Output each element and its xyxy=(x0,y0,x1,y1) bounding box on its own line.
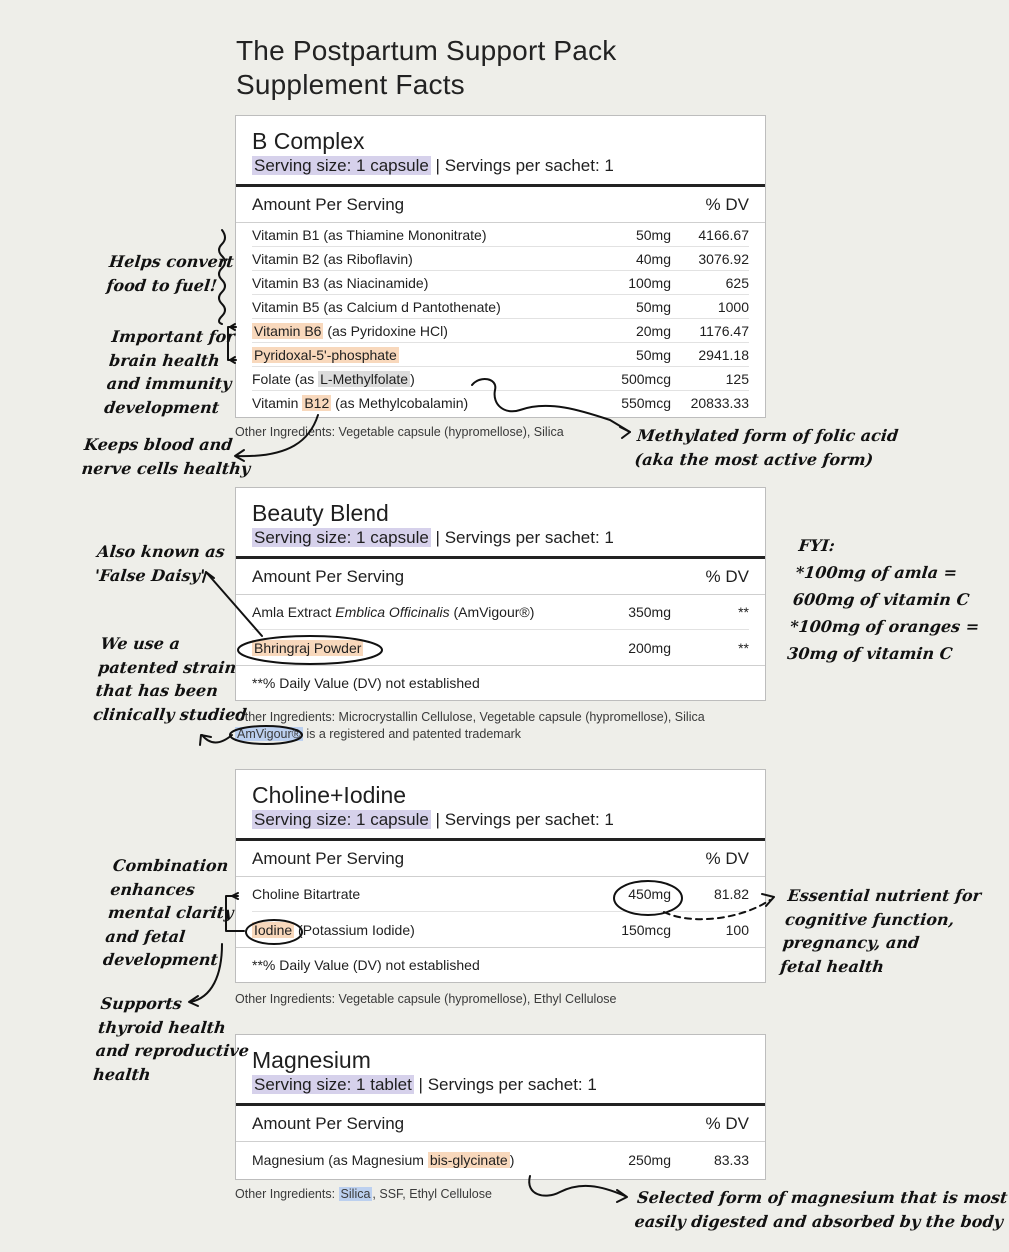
note-magnesium-form: Selected form of magnesium that is most easily digested and absorbed by the body xyxy=(633,1188,1009,1231)
note-essential: Essential nutrient for cognitive function, pregnancy, and fetal health xyxy=(779,886,983,976)
serving-info: Serving size: 1 tablet | Servings per sachet: 1 xyxy=(254,1075,597,1094)
nutrient-row: Vitamin B1 (as Thiamine Mononitrate) 50mg 4166.67 xyxy=(252,223,749,247)
note-thyroid: Supports thyroid health and reproductive health xyxy=(92,994,250,1084)
panel-title: B Complex xyxy=(252,128,365,154)
nutrient-row: Vitamin B3 (as Niacinamide) 100mg 625 xyxy=(252,271,749,295)
nutrient-row: Pyridoxal-5'-phosphate 50mg 2941.18 xyxy=(252,343,749,367)
note-brain: Important for brain health and immunity development xyxy=(103,327,236,417)
other-ingredients: Other Ingredients: Vegetable capsule (hypromellose), Ethyl Cellulose xyxy=(235,992,617,1006)
amount-header: Amount Per Serving % DV xyxy=(236,841,765,877)
nutrient-list xyxy=(236,877,765,947)
amount-header: Amount Per Serving % DV xyxy=(236,1106,765,1142)
note-patented: We use a patented strain that has been clinically studied xyxy=(92,634,248,724)
title-line-2: Supplement Facts xyxy=(236,69,465,100)
nutrient-row: Vitamin B12 (as Methylcobalamin) 550mcg 20833.33 xyxy=(252,395,749,411)
magnesium-panel xyxy=(235,1034,766,1180)
panel-title: Beauty Blend xyxy=(252,500,389,526)
note-methylated: Methylated form of folic acid (aka the most active form) xyxy=(633,426,900,469)
note-fyi: FYI: *100mg of amla = 600mg of vitamin C *100mg of oranges = 30mg of vitamin C xyxy=(786,536,981,663)
nutrient-list xyxy=(236,1142,765,1177)
nutrient-row: Choline Bitartrate 450mg 81.82 xyxy=(252,877,749,912)
nutrient-row: Vitamin B2 (as Riboflavin) 40mg 3076.92 xyxy=(252,247,749,271)
b-complex-panel xyxy=(235,115,766,418)
page-title xyxy=(236,34,616,102)
servings-per-sachet: Servings per sachet: 1 xyxy=(444,156,614,175)
arrow-patented xyxy=(202,735,232,743)
note-fuel: Helps convert food to fuel! xyxy=(105,252,235,295)
amount-header: Amount Per Serving % DV xyxy=(236,187,765,223)
nutrient-row: Amla Extract Emblica Officinalis (AmVigour®) 350mg ** xyxy=(252,595,749,630)
note-mental: Combination enhances mental clarity and fetal development xyxy=(102,856,235,969)
serving-size: Serving size: 1 capsule xyxy=(254,156,429,175)
nutrient-row: Bhringraj Powder 200mg ** xyxy=(254,639,749,656)
serving-info: Serving size: 1 capsule | Servings per sachet: 1 xyxy=(254,156,614,175)
other-ingredients: Other Ingredients: Silica , SSF, Ethyl Cellulose xyxy=(235,1187,492,1201)
trademark-note: AmVigour® is a registered and patented trademark xyxy=(237,727,522,741)
nutrient-row: Vitamin B5 (as Calcium d Pantothenate) 50mg 1000 xyxy=(252,295,749,319)
serving-info: Serving size: 1 capsule | Servings per sachet: 1 xyxy=(254,528,614,547)
dv-note: **% Daily Value (DV) not established xyxy=(236,665,765,699)
beauty-blend-panel xyxy=(235,487,766,701)
title-line-1: The Postpartum Support Pack xyxy=(236,35,617,66)
nutrient-row: Magnesium (as Magnesium bis-glycinate ) 250mg 83.33 xyxy=(252,1151,749,1168)
nutrient-list xyxy=(236,595,765,665)
nutrient-row: Iodine (Potassium Iodide) 150mcg 100 xyxy=(254,921,749,938)
nutrient-row: Folate (as L-Methylfolate ) 500mcg 125 xyxy=(252,367,749,391)
other-ingredients: Other Ingredients: Vegetable capsule (hypromellose), Silica xyxy=(235,425,564,439)
nutrient-row: Vitamin B6 (as Pyridoxine HCl) 20mg 1176.47 xyxy=(252,319,749,343)
panel-title: Choline+Iodine xyxy=(252,782,407,808)
note-blood: Keeps blood and nerve cells healthy xyxy=(80,435,252,478)
panel-title: Magnesium xyxy=(252,1047,371,1073)
other-ingredients: Other Ingredients: Microcrystallin Cellulose, Vegetable capsule (hypromellose), Silica xyxy=(235,710,705,724)
choline-iodine-panel xyxy=(235,769,766,983)
nutrient-list xyxy=(236,223,765,415)
dv-note: **% Daily Value (DV) not established xyxy=(236,947,765,981)
note-daisy: Also known as 'False Daisy' xyxy=(93,542,226,585)
amount-header: Amount Per Serving % DV xyxy=(236,559,765,595)
serving-info: Serving size: 1 capsule | Servings per sachet: 1 xyxy=(254,810,614,829)
